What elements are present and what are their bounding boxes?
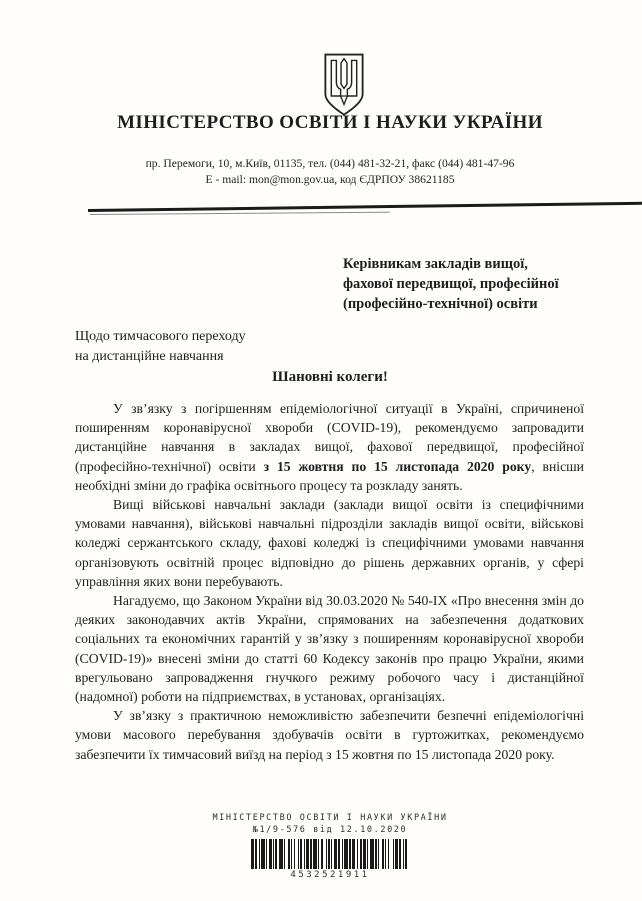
letter-body bbox=[75, 399, 584, 764]
ukraine-trident-emblem-icon bbox=[318, 52, 370, 118]
subject-line: Щодо тимчасового переходу bbox=[75, 329, 246, 344]
recipient-block bbox=[343, 254, 603, 314]
recipient-line: фахової передвищої, професійної bbox=[343, 276, 559, 292]
paragraph-3: Нагадуємо, що Законом України від 30.03.2020 № 540-IX «Про внесення змін до деяких законодавчих актів України, спрямованих на забезпечення додаткових соціальних та економічних гарантій у зв’язку з поширенням коронавірусної хвороби (COVID-19)» внесені зміни до статті 60 Кодексу законів про працю України, якими врегульовано запровадження гнучкого режиму робочого часу і дистанційної (надомної) роботи на підприємствах, в установах, організаціях. bbox=[75, 593, 584, 705]
paragraph-4: У зв’язку з практичною неможливістю забезпечити безпечні епідеміологічні умови масового перебування здобувачів освіти в гуртожитках, рекомендуємо забезпечити їх тимчасовий виїзд на період з 15 жовтня по 15 листопада 2020 року. bbox=[75, 708, 584, 762]
barcode bbox=[251, 839, 410, 869]
stamp-registration-number: №1/9-576 від 12.10.2020 bbox=[252, 825, 408, 835]
paragraph-2: Вищі військові навчальні заклади (заклади вищої освіти із специфічними умовами навчання), військові навчальні підрозділи закладів вищої освіти, військові коледжі сержантського складу, фахові коледжі із специфічними умовами навчання організовують освітній процес відповідно до рішень державних органів, у сфері управління яких вони перебувають. bbox=[75, 497, 584, 589]
recipient-line: (професійно-технічної) освіти bbox=[343, 296, 538, 312]
ministry-address bbox=[40, 156, 620, 188]
address-line-2: E - mail: mon@mon.gov.ua, код ЄДРПОУ 38621185 bbox=[205, 173, 455, 186]
paragraph-1-bold-dates: з 15 жовтня по 15 листопада 2020 року bbox=[263, 458, 532, 474]
header-divider-echo-line bbox=[90, 212, 390, 215]
paragraph-1-text: , внісши необхідні зміни до графіка освітнього процесу та розкладу занять. bbox=[75, 458, 585, 493]
ministry-title: МІНІСТЕРСТВО ОСВІТИ І НАУКИ УКРАЇНИ bbox=[117, 112, 543, 133]
stamp-ministry-name: МІНІСТЕРСТВО ОСВІТИ І НАУКИ УКРАЇНИ bbox=[212, 813, 448, 823]
paragraph-1-text: У зв’язку з погіршенням епідеміологічної ситуації в Україні, спричиненої поширенням коронавірусної хвороби (COVID-19), рекомендуємо запровадити дистанційне навчання в закладах вищої, фахової передвищої, професійної (професійно-технічної) освіти bbox=[75, 401, 584, 474]
paragraph-1 bbox=[75, 399, 584, 495]
salutation: Шановні колеги! bbox=[272, 369, 388, 385]
recipient-line: Керівникам закладів вищої, bbox=[343, 256, 528, 272]
address-line-1: пр. Перемоги, 10, м.Київ, 01135, тел. (044) 481-32-21, факс (044) 481-47-96 bbox=[145, 157, 515, 170]
subject-block bbox=[75, 327, 395, 367]
registration-stamp bbox=[75, 813, 585, 880]
barcode-number: 4532521911 bbox=[290, 870, 370, 880]
header-divider-line bbox=[88, 202, 642, 212]
subject-line: на дистанційне навчання bbox=[75, 349, 224, 364]
